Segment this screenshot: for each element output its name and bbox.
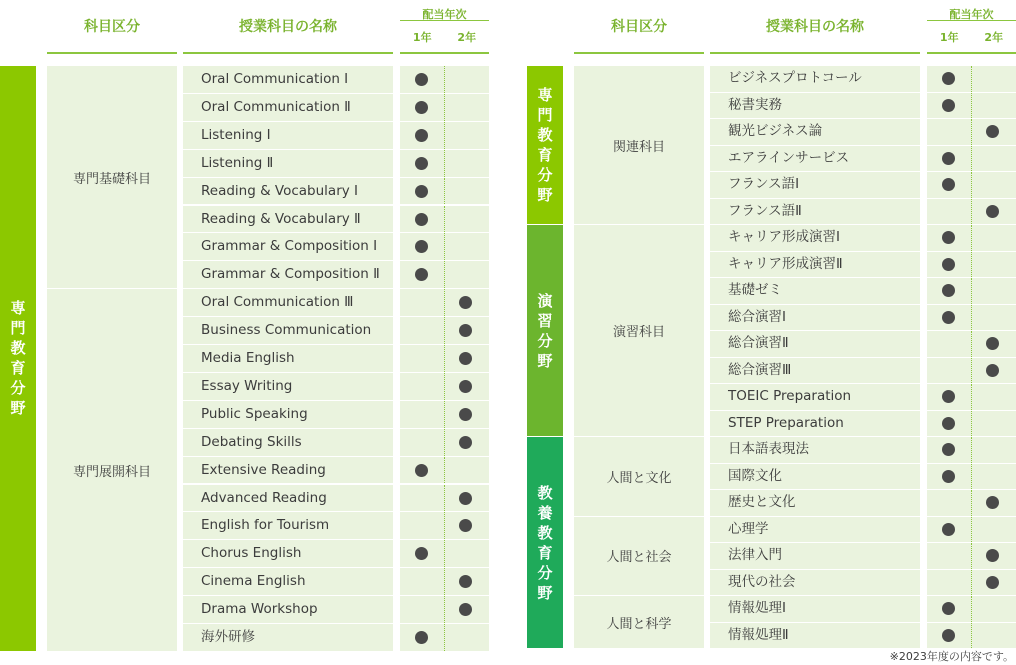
subject-row (527, 543, 1016, 569)
subject-row (527, 411, 1016, 437)
year-dot (415, 464, 428, 477)
year1-cell (927, 146, 972, 172)
subject-name: 海外研修 (183, 624, 393, 651)
subject-name: フランス語Ⅱ (710, 199, 920, 225)
subject-row (527, 358, 1016, 384)
year1-cell (927, 358, 972, 384)
subject-name: Grammar & Composition Ⅱ (183, 261, 393, 288)
year-dot (459, 296, 472, 309)
year1-cell (400, 94, 445, 121)
left-header-year-label: 配当年次 (400, 0, 489, 21)
year-dot (415, 157, 428, 170)
category-cell: 人間と社会 (574, 517, 704, 596)
subject-row (527, 517, 1016, 543)
year2-cell (972, 172, 1016, 198)
year2-cell (445, 122, 489, 149)
year2-cell (972, 119, 1016, 145)
left-header-category: 科目区分 (47, 0, 177, 54)
year-dot (942, 470, 955, 483)
year2-cell (972, 437, 1016, 463)
subject-name: ビジネスプロトコール (710, 66, 920, 92)
year-dot (942, 311, 955, 324)
year2-cell (445, 540, 489, 567)
year2-cell (972, 93, 1016, 119)
year-dot (415, 73, 428, 86)
year2-cell (972, 517, 1016, 543)
year-dot (459, 436, 472, 449)
year-dot (415, 101, 428, 114)
subject-name: Cinema English (183, 568, 393, 595)
subject-name: キャリア形成演習Ⅰ (710, 225, 920, 251)
subject-name: 秘書実務 (710, 93, 920, 119)
year-dot (459, 352, 472, 365)
year-dot (942, 629, 955, 642)
year1-cell (927, 225, 972, 251)
year1-cell (400, 261, 445, 288)
year-dot (459, 324, 472, 337)
year-dot (986, 364, 999, 377)
year-dot (986, 549, 999, 562)
year1-cell (927, 119, 972, 145)
year1-cell (927, 464, 972, 490)
year1-cell (927, 172, 972, 198)
year1-cell (400, 206, 445, 233)
subject-name: 総合演習Ⅰ (710, 305, 920, 331)
year2-cell (972, 358, 1016, 384)
year-dot (415, 631, 428, 644)
year2-cell (445, 401, 489, 428)
year1-cell (927, 331, 972, 357)
field-band-1: 演 習 分 野 (527, 225, 563, 436)
subject-row (527, 146, 1016, 172)
year1-cell (400, 317, 445, 344)
category-cell: 専門展開科目 (47, 289, 177, 651)
subject-name: 法律入門 (710, 543, 920, 569)
year-dot (942, 390, 955, 403)
year-dot (986, 337, 999, 350)
year2-cell (445, 568, 489, 595)
subject-row (527, 172, 1016, 198)
year-dot (459, 519, 472, 532)
category-cell: 関連科目 (574, 66, 704, 224)
year-dot (459, 492, 472, 505)
subject-name: 観光ビジネス論 (710, 119, 920, 145)
year1-cell (400, 512, 445, 539)
year2-cell (972, 596, 1016, 622)
year-dot (415, 129, 428, 142)
year1-cell (927, 490, 972, 516)
year1-cell (927, 623, 972, 649)
category-cell: 人間と科学 (574, 596, 704, 648)
subject-name: English for Tourism (183, 512, 393, 539)
year2-cell (972, 411, 1016, 437)
subject-row (0, 66, 489, 93)
year2-cell (972, 384, 1016, 410)
subject-name: Reading & Vocabulary Ⅰ (183, 178, 393, 205)
year2-cell (972, 543, 1016, 569)
right-header-category: 科目区分 (574, 0, 704, 54)
year1-cell (400, 568, 445, 595)
year2-cell (972, 225, 1016, 251)
year2-cell (972, 146, 1016, 172)
subject-name: 国際文化 (710, 464, 920, 490)
field-band-0: 専 門 教 育 分 野 (527, 66, 563, 224)
subject-row (0, 540, 489, 567)
subject-row (0, 345, 489, 372)
year1-cell (400, 457, 445, 484)
subject-name: Oral Communication Ⅰ (183, 66, 393, 93)
year-dot (942, 284, 955, 297)
subject-row (0, 122, 489, 149)
year-dot (459, 380, 472, 393)
year2-cell (445, 429, 489, 456)
subject-row (0, 512, 489, 539)
subject-name: Listening Ⅱ (183, 150, 393, 177)
subject-row (527, 570, 1016, 596)
year-dot (942, 72, 955, 85)
right-header-y2: 2年 (984, 31, 1004, 44)
year1-cell (927, 66, 972, 92)
subject-row (0, 289, 489, 316)
year2-cell (972, 623, 1016, 649)
year1-cell (400, 485, 445, 512)
year2-cell (445, 66, 489, 93)
left-header-year (400, 0, 489, 54)
field-band-specialized: 専 門 教 育 分 野 (0, 66, 36, 651)
year-dot (415, 268, 428, 281)
year2-cell (445, 289, 489, 316)
subject-name: キャリア形成演習Ⅱ (710, 252, 920, 278)
year2-cell (445, 624, 489, 651)
subject-name: 情報処理Ⅱ (710, 623, 920, 649)
year1-cell (400, 178, 445, 205)
subject-row (527, 305, 1016, 331)
year2-cell (972, 252, 1016, 278)
subject-row (0, 457, 489, 484)
year-dot (942, 443, 955, 456)
year2-cell (445, 206, 489, 233)
year2-cell (972, 490, 1016, 516)
year1-cell (400, 596, 445, 623)
year2-cell (445, 233, 489, 260)
subject-row (527, 331, 1016, 357)
year1-cell (927, 596, 972, 622)
subject-row (0, 233, 489, 260)
year1-cell (400, 373, 445, 400)
year1-cell (927, 93, 972, 119)
left-header-subject: 授業科目の名称 (183, 0, 393, 54)
year1-cell (927, 437, 972, 463)
year2-cell (445, 485, 489, 512)
subject-row (527, 225, 1016, 251)
subject-row (527, 278, 1016, 304)
subject-row (527, 66, 1016, 92)
subject-name: Oral Communication Ⅲ (183, 289, 393, 316)
footnote: ※2023年度の内容です。 (889, 650, 1014, 663)
subject-name: 現代の社会 (710, 570, 920, 596)
year1-cell (400, 289, 445, 316)
subject-row (527, 464, 1016, 490)
year-dot (986, 125, 999, 138)
year1-cell (927, 411, 972, 437)
year2-cell (972, 199, 1016, 225)
subject-name: Oral Communication Ⅱ (183, 94, 393, 121)
subject-row (527, 623, 1016, 649)
year2-cell (972, 331, 1016, 357)
subject-row (527, 93, 1016, 119)
year-dot (459, 408, 472, 421)
year-dot (459, 575, 472, 588)
year2-cell (445, 345, 489, 372)
right-header-year (927, 0, 1016, 54)
year-dot (415, 240, 428, 253)
year2-cell (972, 570, 1016, 596)
year-dot (942, 417, 955, 430)
year1-cell (400, 122, 445, 149)
year2-cell (445, 373, 489, 400)
subject-name: フランス語Ⅰ (710, 172, 920, 198)
year-dot (415, 213, 428, 226)
year1-cell (927, 199, 972, 225)
subject-name: Chorus English (183, 540, 393, 567)
year-dot (415, 185, 428, 198)
year-dot (942, 258, 955, 271)
subject-row (527, 490, 1016, 516)
subject-name: STEP Preparation (710, 411, 920, 437)
subject-name: Reading & Vocabulary Ⅱ (183, 206, 393, 233)
year1-cell (927, 570, 972, 596)
year-dot (986, 576, 999, 589)
subject-row (0, 401, 489, 428)
year2-cell (445, 457, 489, 484)
subject-row (0, 150, 489, 177)
category-cell: 人間と文化 (574, 437, 704, 516)
subject-row (527, 596, 1016, 622)
year2-cell (972, 66, 1016, 92)
right-header-subject: 授業科目の名称 (710, 0, 920, 54)
year-dot (986, 496, 999, 509)
field-band-2: 教 養 教 育 分 野 (527, 437, 563, 648)
year1-cell (927, 278, 972, 304)
left-header-y1: 1年 (412, 31, 432, 44)
subject-row (527, 199, 1016, 225)
year2-cell (445, 512, 489, 539)
subject-name: 歴史と文化 (710, 490, 920, 516)
year-dot (942, 602, 955, 615)
year1-cell (400, 401, 445, 428)
year-dot (459, 603, 472, 616)
subject-row (0, 261, 489, 288)
year2-cell (445, 94, 489, 121)
subject-name: Drama Workshop (183, 596, 393, 623)
right-header-y1: 1年 (939, 31, 959, 44)
year1-cell (400, 66, 445, 93)
subject-row (0, 429, 489, 456)
year1-cell (400, 233, 445, 260)
subject-name: Debating Skills (183, 429, 393, 456)
year2-cell (972, 464, 1016, 490)
subject-name: Listening Ⅰ (183, 122, 393, 149)
subject-name: Advanced Reading (183, 485, 393, 512)
subject-row (0, 178, 489, 205)
subject-name: TOEIC Preparation (710, 384, 920, 410)
category-cell: 演習科目 (574, 225, 704, 436)
year2-cell (445, 317, 489, 344)
subject-name: 日本語表現法 (710, 437, 920, 463)
year2-cell (445, 150, 489, 177)
subject-row (527, 119, 1016, 145)
year1-cell (927, 252, 972, 278)
year1-cell (400, 429, 445, 456)
year1-cell (400, 150, 445, 177)
subject-name: 総合演習Ⅲ (710, 358, 920, 384)
year-dot (942, 152, 955, 165)
left-header-y2: 2年 (457, 31, 477, 44)
subject-name: Essay Writing (183, 373, 393, 400)
subject-row (0, 485, 489, 512)
subject-row (0, 624, 489, 651)
subject-row (0, 94, 489, 121)
category-cell: 専門基礎科目 (47, 66, 177, 288)
year1-cell (400, 624, 445, 651)
subject-row (527, 384, 1016, 410)
subject-name: 総合演習Ⅱ (710, 331, 920, 357)
subject-name: Grammar & Composition Ⅰ (183, 233, 393, 260)
subject-row (527, 252, 1016, 278)
subject-name: Public Speaking (183, 401, 393, 428)
year2-cell (445, 261, 489, 288)
year1-cell (400, 540, 445, 567)
year1-cell (927, 305, 972, 331)
subject-name: 基礎ゼミ (710, 278, 920, 304)
year2-cell (445, 178, 489, 205)
subject-name: 情報処理Ⅰ (710, 596, 920, 622)
year2-cell (445, 596, 489, 623)
subject-name: Media English (183, 345, 393, 372)
subject-row (0, 596, 489, 623)
subject-name: Business Communication (183, 317, 393, 344)
subject-name: Extensive Reading (183, 457, 393, 484)
subject-name: 心理学 (710, 517, 920, 543)
year2-cell (972, 305, 1016, 331)
year-dot (415, 547, 428, 560)
subject-row (0, 568, 489, 595)
year-dot (942, 178, 955, 191)
year1-cell (400, 345, 445, 372)
right-header-year-label: 配当年次 (927, 0, 1016, 21)
subject-row (527, 437, 1016, 463)
year1-cell (927, 384, 972, 410)
year-dot (942, 99, 955, 112)
year2-cell (972, 278, 1016, 304)
subject-row (0, 317, 489, 344)
year-dot (942, 231, 955, 244)
year1-cell (927, 517, 972, 543)
year1-cell (927, 543, 972, 569)
year-dot (986, 205, 999, 218)
year-dot (942, 523, 955, 536)
subject-row (0, 373, 489, 400)
subject-row (0, 206, 489, 233)
subject-name: エアラインサービス (710, 146, 920, 172)
